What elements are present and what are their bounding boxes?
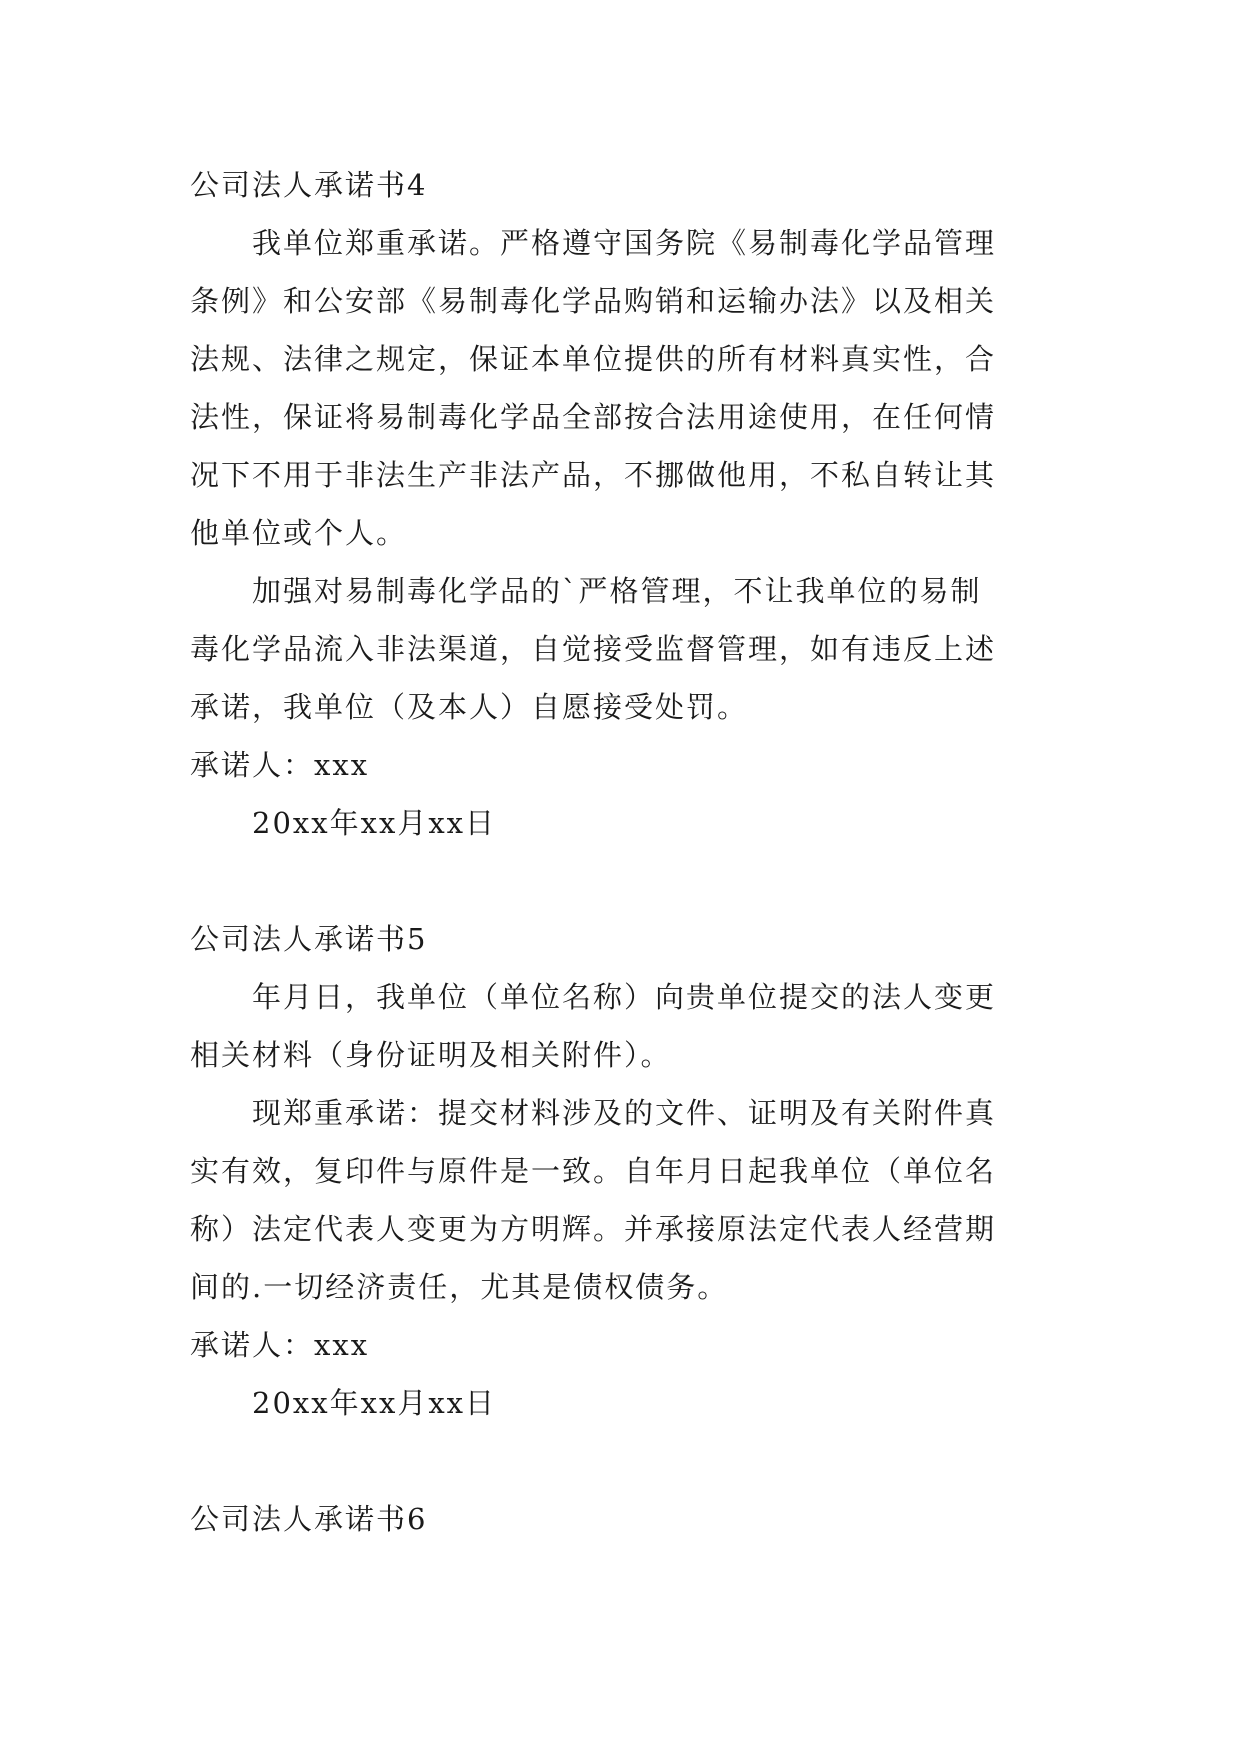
paragraph-line: 年月日，我单位（单位名称）向贵单位提交的法人变更 bbox=[252, 980, 997, 1014]
paragraph-line: 相关材料（身份证明及相关附件）。 bbox=[190, 1038, 672, 1072]
paragraph-line: 承诺，我单位（及本人）自愿接受处罚。 bbox=[190, 690, 749, 724]
paragraph-line: 现郑重承诺：提交材料涉及的文件、证明及有关附件真 bbox=[252, 1096, 997, 1130]
date-line: 20xx年xx月xx日 bbox=[252, 806, 497, 840]
paragraph-line: 间的.一切经济责任，尤其是债权债务。 bbox=[190, 1270, 729, 1304]
paragraph-line: 条例》和公安部《易制毒化学品购销和运输办法》以及相关 bbox=[190, 284, 997, 318]
section-title: 公司法人承诺书5 bbox=[190, 922, 428, 956]
paragraph-line: 况下不用于非法生产非法产品，不挪做他用，不私自转让其 bbox=[190, 458, 997, 492]
paragraph-line: 加强对易制毒化学品的`严格管理，不让我单位的易制 bbox=[252, 574, 982, 608]
paragraph-line: 他单位或个人。 bbox=[190, 516, 408, 550]
section-title: 公司法人承诺书4 bbox=[190, 168, 428, 202]
paragraph-line: 法规、法律之规定，保证本单位提供的所有材料真实性，合 bbox=[190, 342, 997, 376]
paragraph-line: 实有效，复印件与原件是一致。自年月日起我单位（单位名 bbox=[190, 1154, 997, 1188]
date-line: 20xx年xx月xx日 bbox=[252, 1386, 497, 1420]
signer-line: 承诺人：xxx bbox=[190, 1328, 370, 1362]
paragraph-line: 我单位郑重承诺。严格遵守国务院《易制毒化学品管理 bbox=[252, 226, 997, 260]
section-title: 公司法人承诺书6 bbox=[190, 1502, 428, 1536]
signer-line: 承诺人：xxx bbox=[190, 748, 370, 782]
paragraph-line: 毒化学品流入非法渠道，自觉接受监督管理，如有违反上述 bbox=[190, 632, 997, 666]
paragraph-line: 法性，保证将易制毒化学品全部按合法用途使用，在任何情 bbox=[190, 400, 997, 434]
paragraph-line: 称）法定代表人变更为方明辉。并承接原法定代表人经营期 bbox=[190, 1212, 997, 1246]
